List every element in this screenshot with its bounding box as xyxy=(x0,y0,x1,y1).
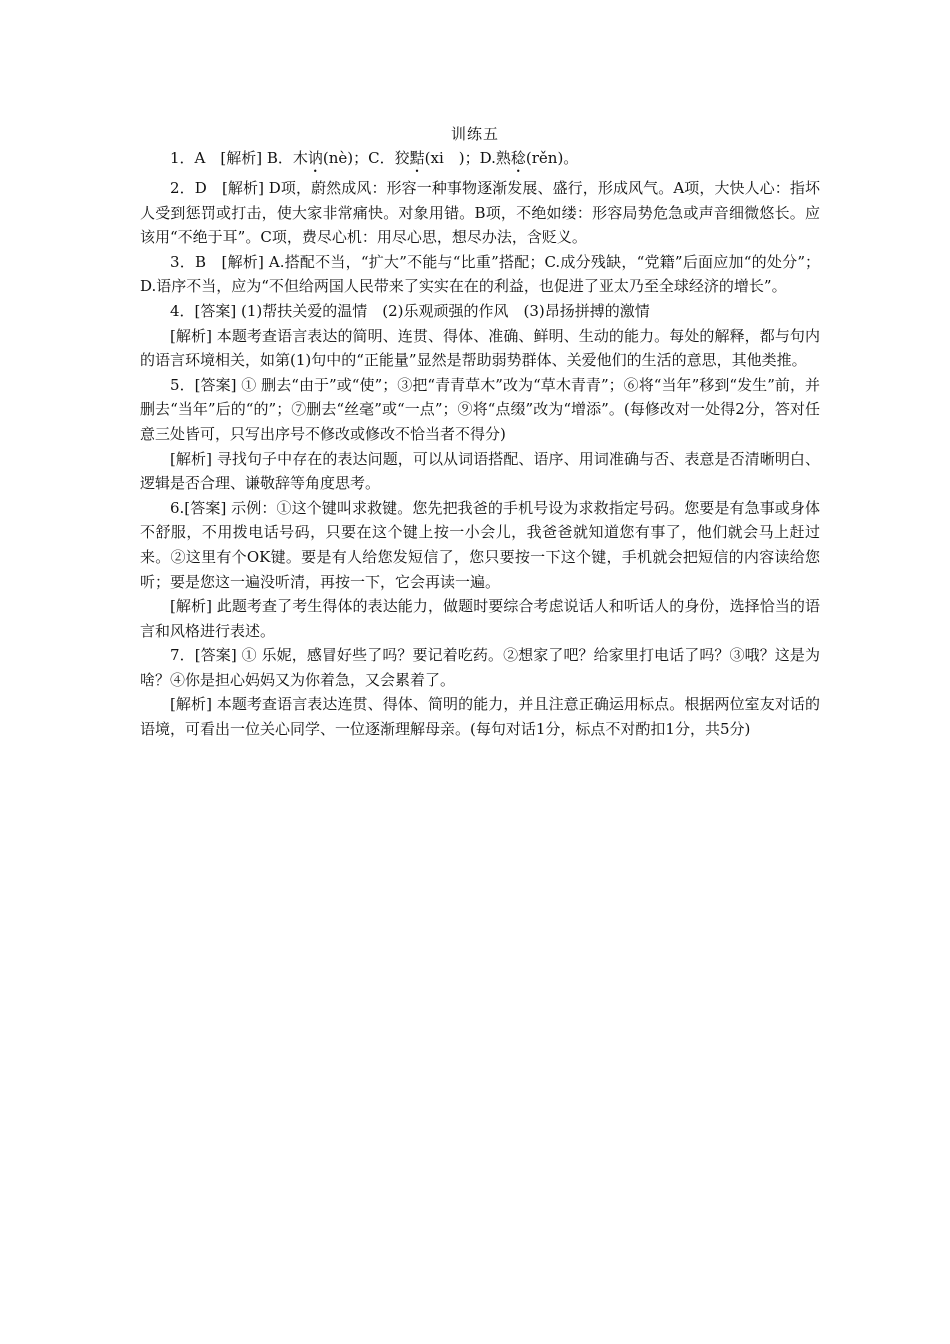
answer-1-lead: 1．A [解析] B．木 xyxy=(170,149,308,167)
answer-3: 3．B [解析] A.搭配不当，“扩大”不能与“比重”搭配；C.成分残缺，“党籍”后面应加“的处分”；D.语序不当，应为“不但给两国人民带来了实实在在的利益，也促进了亚太乃至全球经济的增长”。 xyxy=(140,252,820,296)
answer-5: 5．[答案] ① 删去“由于”或“使”；③把“青青草木”改为“草木青青”；⑥将“当年”移到“发生”前，并删去“当年”后的“的”；⑦删去“丝毫”或“一点”；⑨将“点缀”改为“增添”。(每修改对一处得2分，答对任意三处皆可，只写出序号不修改或修改不恰当者不得分) xyxy=(140,375,820,443)
answer-1-mid-2: (xi )；D.熟 xyxy=(424,149,511,167)
answer-1-emphasis-2: 黠 xyxy=(409,149,425,167)
answer-1 xyxy=(140,146,820,176)
answer-body xyxy=(140,146,820,742)
answer-6: 6.[答案] 示例：①这个键叫求救键。您先把我爸的手机号设为求救指定号码。您要是有急事或身体不舒服，不用拨电话号码，只要在这个键上按一小会儿，我爸爸就知道您有事了，他们就会马上赶过来。②这里有个OK键。要是有人给您发短信了，您只要按一下这个键，手机就会把短信的内容读给您听；要是您这一遍没听清，再按一下，它会再读一遍。 xyxy=(140,498,820,591)
answer-1-mid-1: (nè)；C．狡 xyxy=(322,149,410,167)
answer-1-emphasis-1: 讷 xyxy=(307,149,323,167)
answer-7: 7．[答案] ① 乐妮，感冒好些了吗？要记着吃药。②想家了吧？给家里打电话了吗？③哦？这是为啥？④你是担心妈妈又为你着急，又会累着了。 xyxy=(140,646,820,689)
analysis-5: [解析] 寻找句子中存在的表达问题，可以从词语搭配、语序、用词准确与否、表意是否清晰明白、逻辑是否合理、谦敬辞等角度思考。 xyxy=(140,449,820,493)
answer-1-emphasis-3: 稔 xyxy=(510,149,526,167)
analysis-6: [解析] 此题考查了考生得体的表达能力，做题时要综合考虑说话人和听话人的身份，选择恰当的语言和风格进行表述。 xyxy=(140,597,820,640)
page-title: 训练五 xyxy=(450,125,499,143)
answer-2: 2．D [解析] D项，蔚然成风：形容一种事物逐渐发展、盛行，形成风气。A项，大快人心：指坏人受到惩罚或打击，使大家非常痛快。对象用错。B项，不绝如缕：形容局势危急或声音细微悠长。应该用“不绝于耳”。C项，费尽心机：用尽心思，想尽办法，含贬义。 xyxy=(140,179,820,247)
analysis-4: [解析] 本题考查语言表达的简明、连贯、得体、准确、鲜明、生动的能力。每处的解释，都与句内的语言环境相关，如第(1)句中的“正能量”显然是帮助弱势群体、关爱他们的生活的意思，其他类推。 xyxy=(140,326,820,370)
answer-1-tail: (rěn)。 xyxy=(525,149,579,167)
answer-4: 4．[答案] (1)帮扶关爱的温情 (2)乐观顽强的作风 (3)昂扬拼搏的激情 xyxy=(170,301,650,320)
analysis-7: [解析] 本题考查语言表达连贯、得体、简明的能力，并且注意正确运用标点。根据两位室友对话的语境，可看出一位关心同学、一位逐渐理解母亲。(每句对话1分，标点不对酌扣1分，共5分) xyxy=(140,695,820,739)
